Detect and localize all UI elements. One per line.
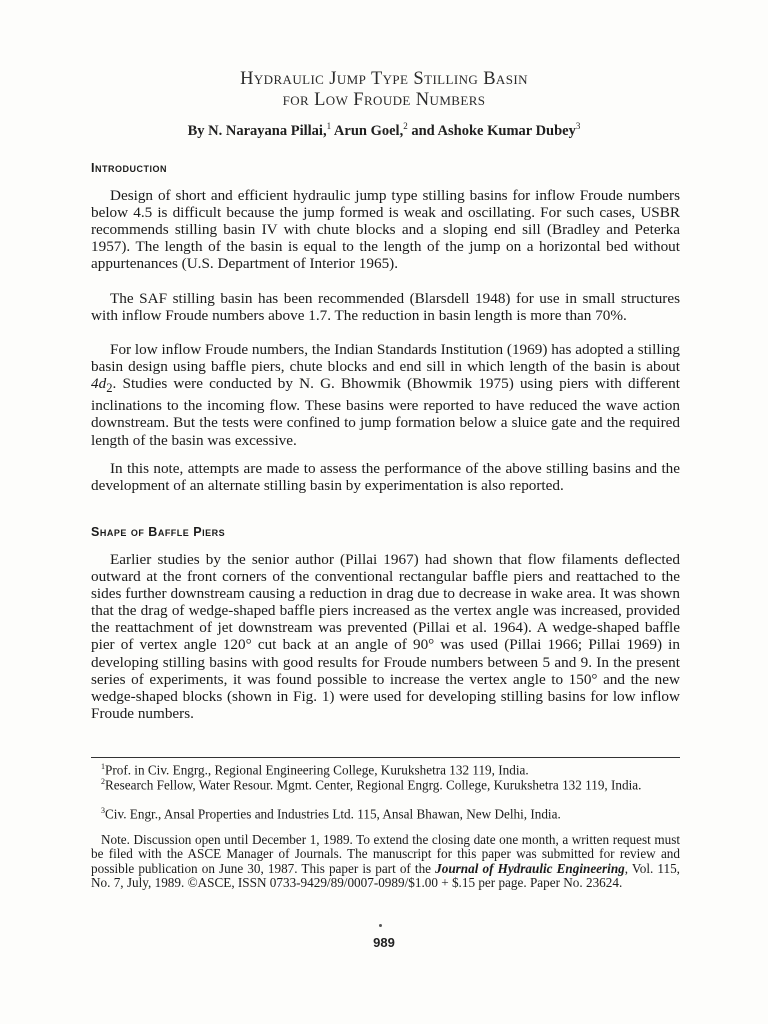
author-2-mark: 2: [403, 121, 408, 131]
intro-paragraph-2: The SAF stilling basin has been recommended (Blarsdell 1948) for use in small structures with inflow Froude numbers above 1.7. The reduction in basin length is more than 70%.: [91, 290, 680, 325]
intro-paragraph-3-part-b: . Studies were conducted by N. G. Bhowmik (Bhowmik 1975) using piers with different inclinations to the incoming flow. These basins were reported to have reduced the wave action downstream. But the tests were confined to jump formation below a sluice gate and the required length of the basin was excessive.: [91, 375, 680, 449]
footnote-3: [91, 804, 680, 822]
author-1-mark: 1: [326, 121, 332, 131]
section-heading-shape-of-baffle-piers: Shape of Baffle Piers: [91, 525, 226, 539]
page-number: 989: [373, 935, 395, 950]
footnote-2-text: Research Fellow, Water Resour. Mgmt. Center, Regional Engrg. College, Kurukshetra 132 119, India.: [105, 777, 642, 793]
basin-length-variable: 4d: [91, 375, 107, 393]
footnote-3-text: Civ. Engr., Ansal Properties and Industries Ltd. 115, Ansal Bhawan, New Delhi, India.: [105, 806, 561, 822]
footnote-2-mark: 2: [101, 777, 105, 786]
author-3-mark: 3: [575, 121, 581, 131]
author-conjunction: and: [411, 122, 435, 139]
author-1: N. Narayana Pillai,: [208, 122, 327, 139]
publication-note-text-b: , Vol. 115, No. 7, July, 1989. ©ASCE, ISSN 0733-9429/89/0007-0989/$1.00 + $.15 per page. Paper No. 23624.: [91, 860, 680, 891]
intro-paragraph-1: Design of short and efficient hydraulic jump type stilling basins for inflow Froude numbers below 4.5 is difficult because the jump formed is weak and oscillating. For such cases, USBR recommends stilling basin IV with chute blocks and a sloping end sill (Bradley and Peterka 1957). The length of the basin is equal to the length of the jump on a horizontal bed without appurtenances (U.S. Department of Interior 1965).: [91, 187, 680, 273]
basin-length-subscript: 2: [106, 381, 113, 396]
journal-name: Journal of Hydraulic Engineering: [435, 860, 625, 876]
publication-note: [91, 833, 680, 891]
intro-paragraph-3: [91, 341, 680, 449]
author-2: Arun Goel,: [333, 122, 404, 139]
author-line: [0, 121, 768, 140]
publication-note-text-a: Note. Discussion open until December 1, 1989. To extend the closing date one month, a written request must be filed with the ASCE Manager of Journals. The manuscript for this paper was submitted for review and possible publication on June 30, 1987. This paper is part of the: [91, 832, 680, 876]
footnote-1-text: Prof. in Civ. Engrg., Regional Engineering College, Kurukshetra 132 119, India.: [105, 762, 529, 778]
author-prefix: By: [187, 122, 205, 139]
author-3: Ashoke Kumar Dubey: [437, 122, 576, 139]
footnote-2: [91, 775, 680, 793]
paper-title-line-1: Hydraulic Jump Type Stilling Basin: [240, 69, 528, 89]
intro-paragraph-4: In this note, attempts are made to assess the performance of the above stilling basins and the development of an alternate stilling basin by experimentation is also reported.: [91, 460, 680, 495]
section-heading-introduction: Introduction: [91, 161, 167, 175]
paper-title-line-2: for Low Froude Numbers: [282, 90, 486, 110]
footnote-divider: [91, 757, 680, 758]
footnote-3-mark: 3: [101, 806, 105, 815]
shape-paragraph-1: Earlier studies by the senior author (Pillai 1967) had shown that flow filaments deflected outward at the front corners of the conventional rectangular baffle piers and reattached to the sides further downstream causing a reduction in drag due to decrease in wake area. It was shown that the drag of wedge-shaped baffle piers increased as the vertex angle was increased, provided the reattachment of jet downstream was prevented (Pillai et al. 1964). A wedge-shaped baffle pier of vertex angle 120° cut back at an angle of 90° was used (Pillai 1966; Pillai 1969) in developing stilling basins with good results for Froude numbers between 5 and 9. In the present series of experiments, it was found possible to increase the vertex angle to 150° and the new wedge-shaped blocks (shown in Fig. 1) were used for developing stilling basins for low inflow Froude numbers.: [91, 551, 680, 722]
scan-speck: [379, 924, 382, 927]
footnote-1-mark: 1: [101, 762, 105, 771]
intro-paragraph-3-part-a: For low inflow Froude numbers, the Indian Standards Institution (1969) has adopted a stilling basin design using baffle piers, chute blocks and end sill in which length of the basin is about: [91, 341, 680, 376]
